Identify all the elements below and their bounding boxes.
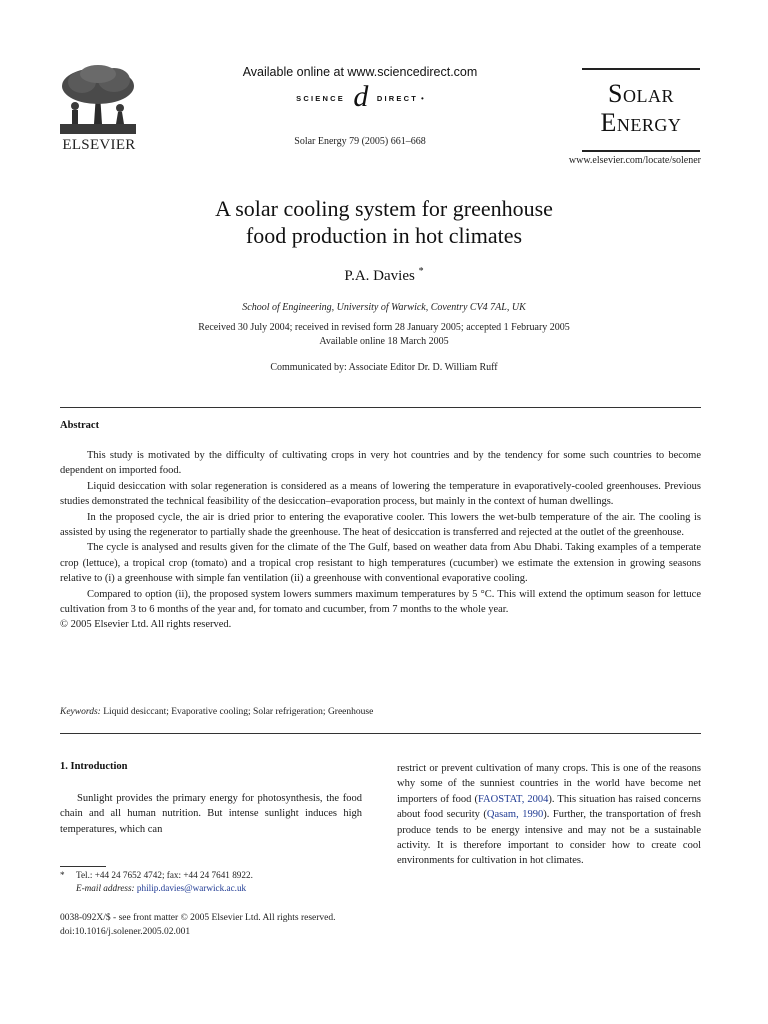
journal-title-box <box>582 68 700 152</box>
journal-title-line-2: Energy <box>600 108 682 137</box>
introduction-paragraph: Sunlight provides the primary energy for photosynthesis, the food chain and all human nutrition. But intense sunlight induces high temperatures, which can <box>60 793 362 835</box>
article-title-line-2: food production in hot climates <box>245 223 523 248</box>
keywords-list: Liquid desiccant; Evaporative cooling; Solar refrigeration; Greenhouse <box>103 707 374 717</box>
sciencedirect-left-word: SCIENCE <box>296 93 345 103</box>
abstract-paragraph: In the proposed cycle, the air is dried prior to entering the evaporative cooler. This lowers the wet-bulb temperature of the air. The cooling is assisted by using the regenerator to partially shade the greenhouse. The heat of desiccation is transferred and rejected at the outlet of the greenhouse. <box>60 511 701 539</box>
received-dates: Received 30 July 2004; received in revised form 28 January 2005; accepted 1 February 2005 <box>198 322 570 333</box>
journal-url[interactable]: www.elsevier.com/locate/solener <box>568 155 701 166</box>
article-dates <box>90 321 678 349</box>
abstract-paragraph: The cycle is analysed and results given for the climate of the The Gulf, based on weather data from Abu Dhabi. Taking examples of a temperate crop (lettuce), a tropical crop (tomato) and a tropical crop resistant to high temperatures (cucumber) we estimate the extension in growing seasons relative to (i) a greenhouse with simple fan ventilation (ii) a greenhouse with conventional evaporative cooling. <box>60 542 701 585</box>
footnote-contact-line <box>60 869 362 882</box>
journal-title <box>582 79 700 137</box>
issn-line: 0038-092X/$ - see front matter © 2005 Elsevier Ltd. All rights reserved. <box>60 913 336 923</box>
sciencedirect-right-word: DIRECT <box>376 93 419 103</box>
publisher-name: ELSEVIER <box>62 137 136 153</box>
intro-text-part-3: ). Further, the transportation of fresh produce tends to be energy intensive and may not be a sustainable activity. It is therefore important to consider how to create cool environments for cultivation in hot climates. <box>397 809 701 867</box>
footnote-email-link[interactable]: philip.davies@warwick.ac.uk <box>136 883 247 893</box>
intro-text-part-1: restrict or prevent cultivation of many crops. This is one of the reasons why some of the sunniest countries in the world have become net importers of food ( <box>397 763 701 805</box>
abstract-bottom-rule <box>60 733 701 734</box>
sciencedirect-dot-icon: • <box>421 93 424 103</box>
intro-text-part-2: ). This situation has raised concerns about food security ( <box>397 793 701 821</box>
author-name: P.A. Davies <box>344 268 415 284</box>
abstract-copyright: © 2005 Elsevier Ltd. All rights reserved. <box>60 619 232 631</box>
sciencedirect-d-icon: d <box>353 80 369 113</box>
introduction-right-column <box>397 761 701 869</box>
keywords-label: Keywords: <box>60 707 101 717</box>
doi-line[interactable]: doi:10.1016/j.solener.2005.02.001 <box>60 927 191 937</box>
introduction-paragraph-continued <box>397 761 701 869</box>
footnote-email-line <box>60 882 362 895</box>
author[interactable] <box>120 266 648 285</box>
abstract-body <box>60 448 701 633</box>
front-matter <box>60 911 560 939</box>
journal-citation: Solar Energy 79 (2005) 661–668 <box>294 136 426 147</box>
author-affiliation: School of Engineering, University of Warwick, Coventry CV4 7AL, UK <box>242 302 526 313</box>
journal-title-line-1: Solar <box>608 79 674 108</box>
sciencedirect-logo[interactable] <box>240 82 480 114</box>
article-title <box>120 195 648 249</box>
abstract-paragraph: Compared to option (ii), the proposed system lowers summers maximum temperatures by 5 °C. This will extend the optimum season for lettuce cultivation from 3 to 6 months of the year and, for tomato and cucumber, from 7 months to the whole year. <box>60 588 701 616</box>
footnote-rule <box>60 866 106 867</box>
communicated-by: Communicated by: Associate Editor Dr. D. William Ruff <box>270 362 498 373</box>
available-online-date: Available online 18 March 2005 <box>319 336 449 347</box>
keywords <box>60 707 701 717</box>
abstract-heading: Abstract <box>60 420 100 431</box>
reference-link-qasam[interactable]: Qasam, 1990 <box>486 809 544 821</box>
abstract-paragraph: Liquid desiccation with solar regeneration is considered as a means of lowering the temperature in evaporatively-cooled greenhouses. Previous studies demonstrated the technical feasibility of the desiccation–evaporation process, but mainly in the context of human dwellings. <box>60 480 701 508</box>
available-online-banner[interactable]: Available online at www.sciencedirect.com <box>242 65 478 79</box>
reference-link-faostat[interactable]: FAOSTAT, 2004 <box>478 793 549 805</box>
footnote-email-label: E-mail address: <box>76 883 135 893</box>
abstract-paragraph: This study is motivated by the difficulty of cultivating crops in very hot countries and by the tendency for some such countries to become dependent on imported food. <box>60 450 701 477</box>
abstract-top-rule <box>60 407 701 408</box>
footnote <box>60 869 362 895</box>
introduction-left-column <box>60 791 362 837</box>
footnote-mark: * <box>60 870 65 880</box>
section-heading-introduction: 1. Introduction <box>60 761 128 772</box>
corresponding-author-mark[interactable]: * <box>418 266 424 277</box>
footnote-contact: Tel.: +44 24 7652 4742; fax: +44 24 7641 8922. <box>76 870 253 880</box>
article-title-line-1: A solar cooling system for greenhouse <box>215 196 553 221</box>
